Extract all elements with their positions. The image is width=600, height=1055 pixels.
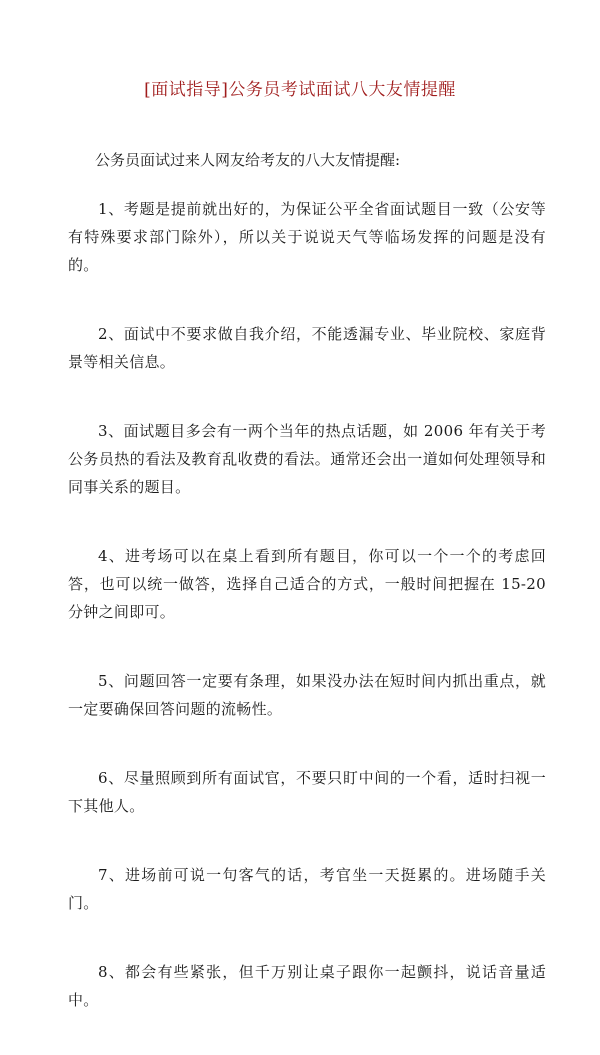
tips-list [68, 195, 546, 1055]
document-title: [面试指导]公务员考试面试八大友情提醒 [144, 80, 456, 100]
tip-item-6: 6、尽量照顾到所有面试官，不要只盯中间的一个看，适时扫视一下其他人。 [68, 769, 546, 815]
intro-paragraph: 公务员面试过来人网友给考友的八大友情提醒: [95, 151, 401, 169]
tip-item-7: 7、进场前可说一句客气的话，考官坐一天挺累的。进场随手关门。 [68, 866, 546, 912]
tip-item-8: 8、都会有些紧张，但千万别让桌子跟你一起颤抖，说话音量适中。 [68, 963, 546, 1009]
tip-item-5: 5、问题回答一定要有条理，如果没办法在短时间内抓出重点，就一定要确保回答问题的流畅性。 [68, 672, 546, 718]
tip-item-4: 4、进考场可以在桌上看到所有题目，你可以一个一个的考虑回答，也可以统一做答，选择自己适合的方式，一般时间把握在 15-20 分钟之间即可。 [68, 547, 546, 621]
tip-item-1: 1、考题是提前就出好的，为保证公平全省面试题目一致（公安等有特殊要求部门除外），所以关于说说天气等临场发挥的问题是没有的。 [68, 200, 546, 274]
tip-item-3: 3、面试题目多会有一两个当年的热点话题，如 2006 年有关于考公务员热的看法及教育乱收费的看法。通常还会出一道如何处理领导和同事关系的题目。 [68, 422, 546, 496]
tip-item-2: 2、面试中不要求做自我介绍，不能透漏专业、毕业院校、家庭背景等相关信息。 [68, 325, 546, 371]
